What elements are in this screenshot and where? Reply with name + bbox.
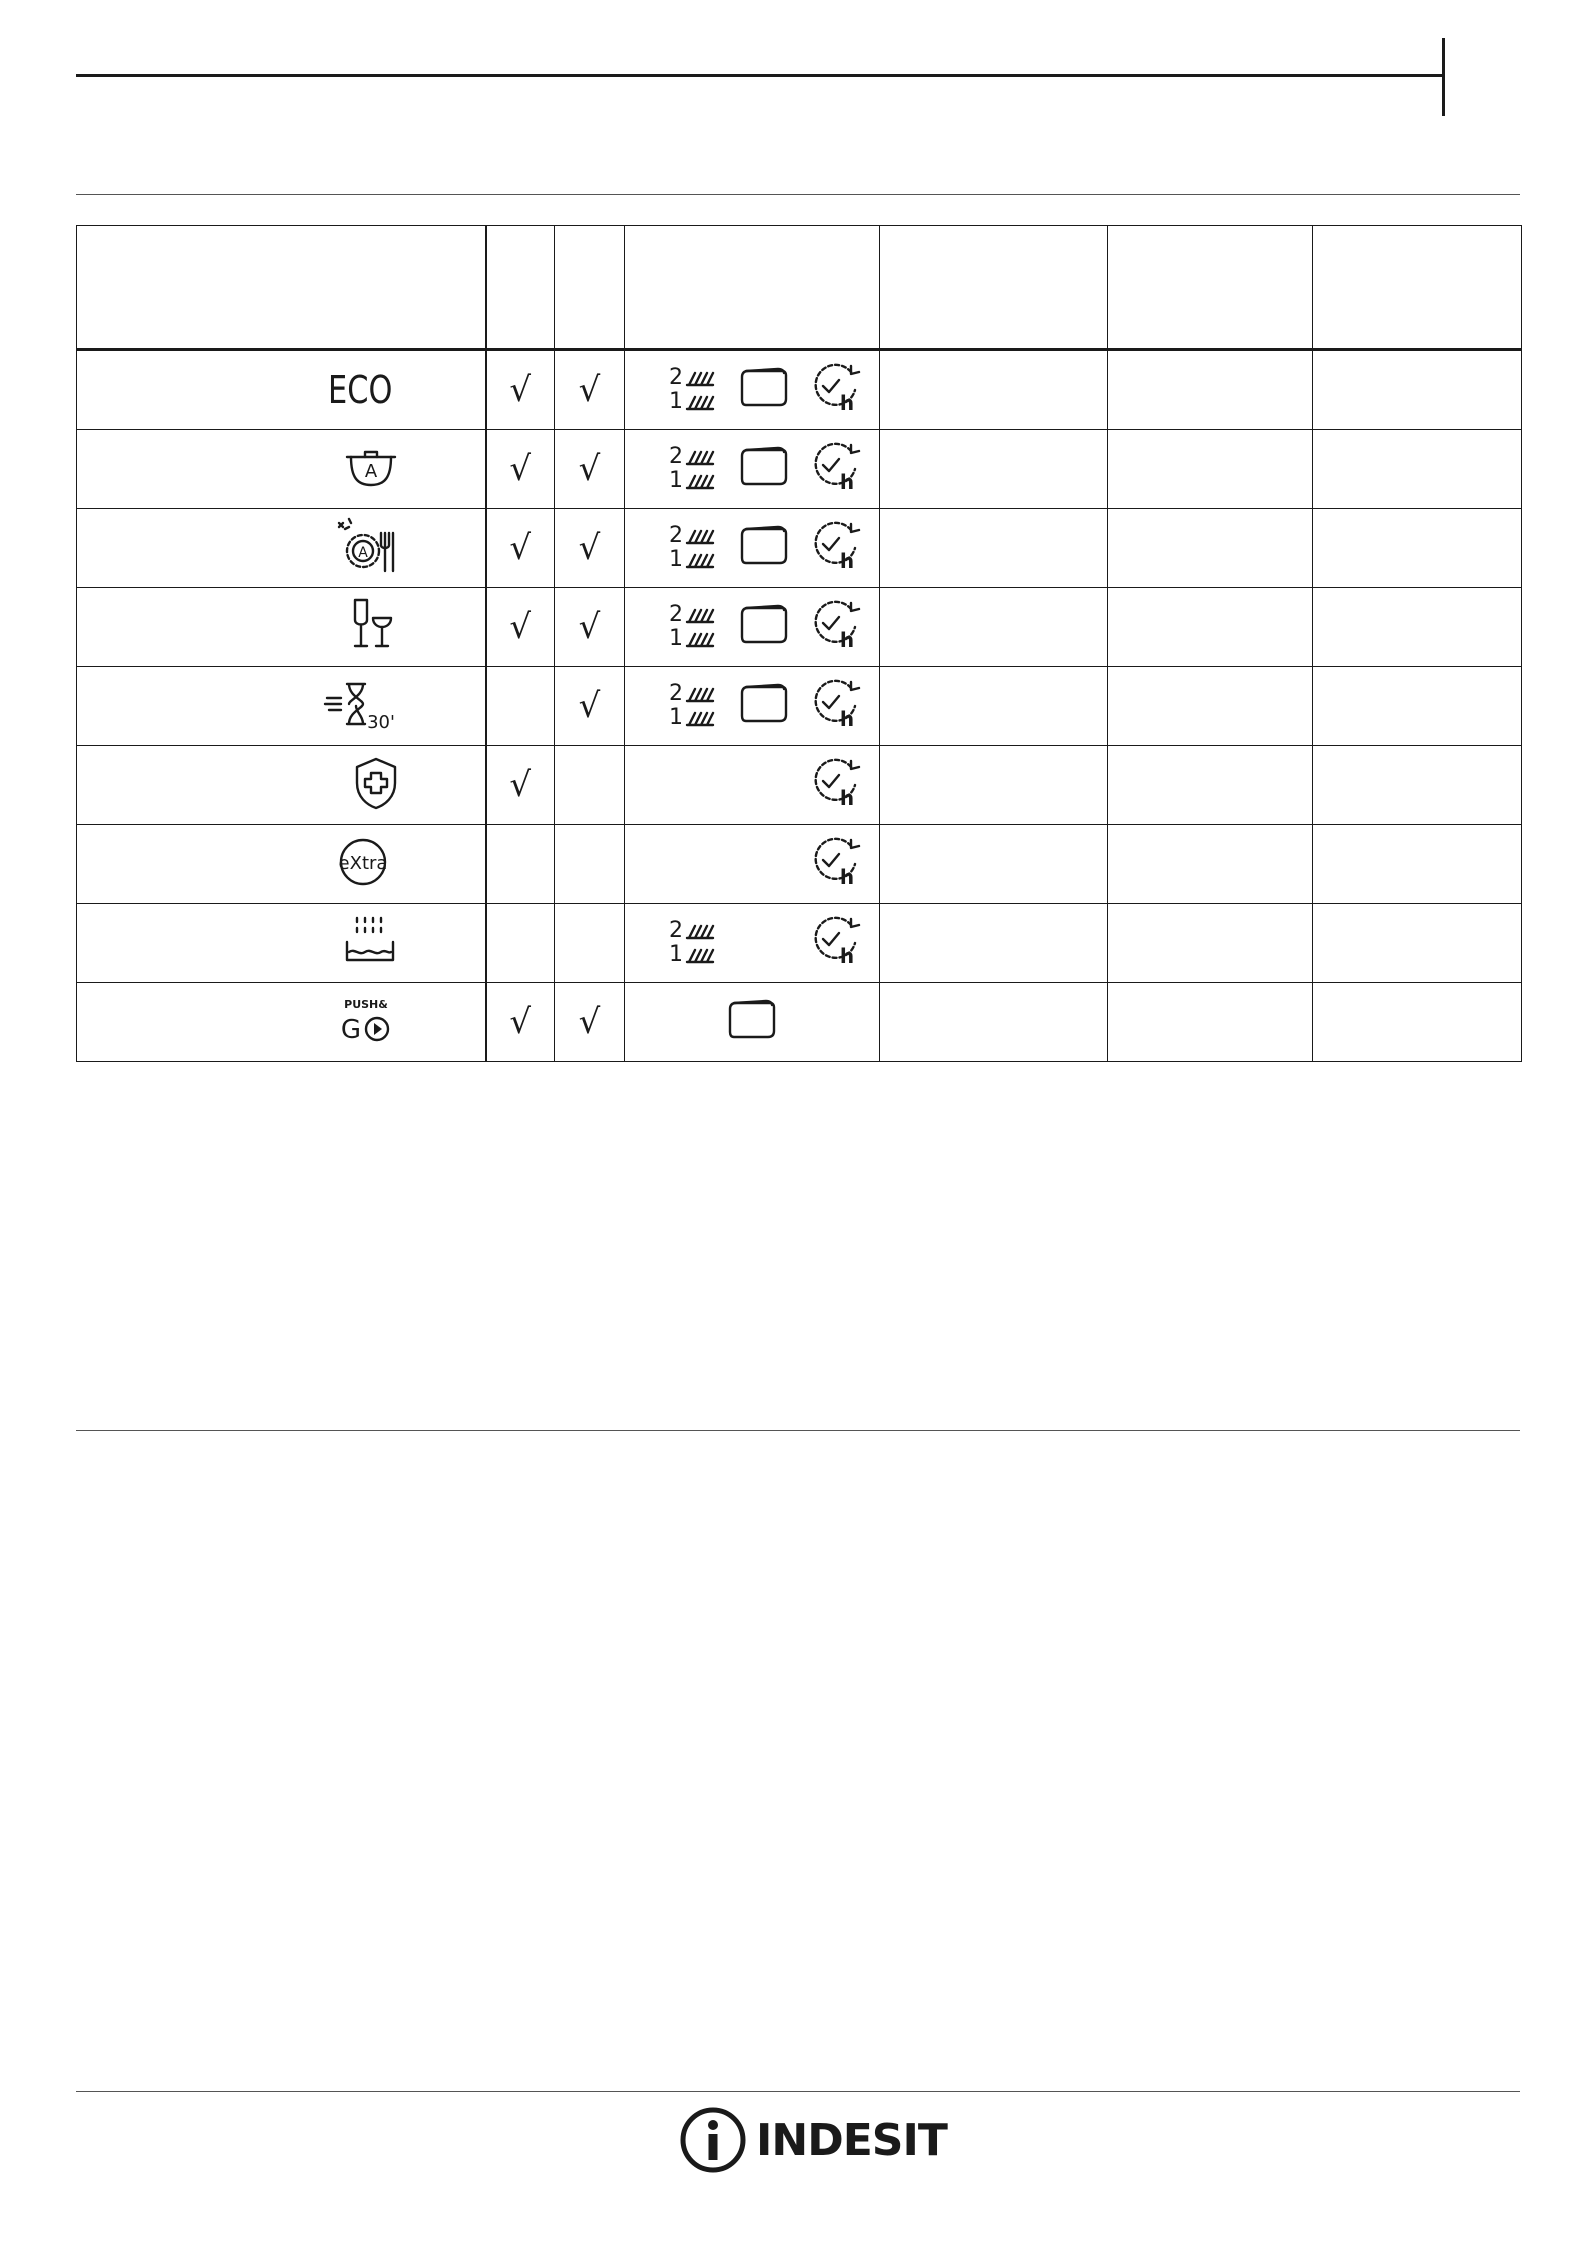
option-cell [486, 746, 555, 825]
table-row [77, 430, 1522, 509]
header-cell [1313, 226, 1522, 350]
empty-cell [880, 904, 1108, 983]
empty-cell [1108, 588, 1313, 667]
glasses-icon [347, 596, 401, 659]
options-icons-cell [625, 983, 880, 1062]
half-load-racks-icon: 2 1 [669, 445, 715, 493]
delay-start-icon [807, 360, 865, 421]
option-cell [555, 904, 625, 983]
section-rule [76, 1430, 1520, 1431]
tablet-icon [738, 523, 790, 574]
section-rule [76, 194, 1520, 195]
empty-cell [1313, 983, 1522, 1062]
footer-rule [76, 2091, 1520, 2092]
option-cell [486, 825, 555, 904]
empty-cell [880, 509, 1108, 588]
check-mark: √ [578, 607, 601, 647]
option-cell [555, 667, 625, 746]
option-cell [555, 588, 625, 667]
table-row [77, 509, 1522, 588]
extra-icon [325, 836, 401, 893]
option-cell [486, 588, 555, 667]
option-cell [555, 509, 625, 588]
option-cell [555, 825, 625, 904]
empty-cell [1313, 667, 1522, 746]
option-cell [486, 430, 555, 509]
tablet-icon [738, 602, 790, 653]
program-cell [77, 350, 486, 430]
empty-cell [880, 588, 1108, 667]
header-cell [77, 226, 486, 350]
half-load-racks-icon: 2 1 [669, 366, 715, 414]
brand-name: INDESIT [756, 2114, 947, 2166]
table-row [77, 588, 1522, 667]
option-cell [486, 983, 555, 1062]
half-load-racks-icon: 2 1 [669, 682, 715, 730]
table-row [77, 904, 1522, 983]
top-rule [76, 74, 1444, 77]
delay-start-icon [807, 597, 865, 658]
program-cell [77, 904, 486, 983]
rinse-icon [339, 912, 401, 975]
delay-start-icon [807, 834, 865, 895]
check-mark: √ [509, 528, 532, 568]
half-load-racks-icon: 2 1 [669, 919, 715, 967]
empty-cell [880, 825, 1108, 904]
tablet-icon [738, 444, 790, 495]
auto-sparkle-cutlery-icon [331, 515, 401, 582]
program-cell [77, 430, 486, 509]
header-cell [486, 226, 555, 350]
empty-cell [1313, 509, 1522, 588]
empty-cell [880, 983, 1108, 1062]
options-icons-cell [625, 588, 880, 667]
empty-cell [880, 667, 1108, 746]
check-mark: √ [509, 449, 532, 489]
delay-start-icon [807, 676, 865, 737]
empty-cell [1313, 746, 1522, 825]
option-cell [555, 983, 625, 1062]
options-icons-cell [625, 904, 880, 983]
tablet-icon [738, 681, 790, 732]
quick-30-icon [321, 676, 401, 737]
empty-cell [1108, 825, 1313, 904]
check-mark: √ [578, 686, 601, 726]
half-load-racks-icon: 2 1 [669, 524, 715, 572]
check-mark: √ [509, 1002, 532, 1042]
program-cell [77, 746, 486, 825]
empty-cell [1108, 430, 1313, 509]
delay-start-icon [807, 518, 865, 579]
options-icons-cell [625, 350, 880, 430]
empty-cell [1313, 430, 1522, 509]
programs-table [76, 225, 1522, 1062]
header-cell [880, 226, 1108, 350]
table-row [77, 983, 1522, 1062]
header-cell [555, 226, 625, 350]
svg-text:G: G [340, 1014, 361, 1045]
svg-text:eXtra: eXtra [338, 852, 387, 874]
option-cell [486, 509, 555, 588]
indesit-i-icon [678, 2105, 748, 2175]
brand-logo [678, 2105, 947, 2175]
option-cell [486, 667, 555, 746]
check-mark: √ [509, 607, 532, 647]
empty-cell [1313, 904, 1522, 983]
table-row [77, 350, 1522, 430]
program-cell [77, 509, 486, 588]
svg-text:PUSH&: PUSH& [343, 997, 388, 1011]
program-cell [77, 588, 486, 667]
program-cell [77, 667, 486, 746]
option-cell [555, 430, 625, 509]
check-mark: √ [578, 528, 601, 568]
table-header-row [77, 226, 1522, 350]
empty-cell [1108, 509, 1313, 588]
empty-cell [1108, 350, 1313, 430]
svg-text:h: h [839, 785, 855, 810]
svg-text:A: A [357, 544, 368, 561]
header-cell [1108, 226, 1313, 350]
hygiene-shield-icon [351, 755, 401, 816]
svg-text:h: h [839, 469, 855, 494]
option-cell [486, 350, 555, 430]
header-cell [625, 226, 880, 350]
options-icons-cell [625, 667, 880, 746]
svg-text:h: h [839, 627, 855, 652]
svg-text:h: h [839, 864, 855, 889]
empty-cell [1108, 667, 1313, 746]
half-load-racks-icon: 2 1 [669, 603, 715, 651]
table-row [77, 667, 1522, 746]
options-icons-cell [625, 509, 880, 588]
table-row [77, 746, 1522, 825]
program-cell [77, 825, 486, 904]
svg-text:30': 30' [366, 711, 395, 732]
check-mark: √ [578, 1002, 601, 1042]
empty-cell [1108, 904, 1313, 983]
options-icons-cell [625, 746, 880, 825]
delay-start-icon [807, 439, 865, 500]
option-cell [486, 904, 555, 983]
check-mark: √ [578, 370, 601, 410]
delay-start-icon [807, 913, 865, 974]
empty-cell [1313, 588, 1522, 667]
push-go-icon [331, 992, 401, 1053]
delay-start-icon [807, 755, 865, 816]
empty-cell [880, 350, 1108, 430]
option-cell [555, 350, 625, 430]
eco-icon: ECO [328, 368, 393, 412]
empty-cell [1313, 350, 1522, 430]
check-mark: √ [509, 765, 532, 805]
program-cell [77, 983, 486, 1062]
check-mark: √ [509, 370, 532, 410]
empty-cell [880, 746, 1108, 825]
svg-text:h: h [839, 943, 855, 968]
auto-pot-icon [341, 441, 401, 498]
tablet-icon [738, 365, 790, 416]
check-mark: √ [578, 449, 601, 489]
empty-cell [1313, 825, 1522, 904]
option-cell [555, 746, 625, 825]
empty-cell [880, 430, 1108, 509]
svg-text:h: h [839, 706, 855, 731]
svg-text:h: h [839, 390, 855, 415]
svg-text:h: h [839, 548, 855, 573]
options-icons-cell [625, 825, 880, 904]
table-row [77, 825, 1522, 904]
top-tick [1442, 38, 1445, 116]
empty-cell [1108, 983, 1313, 1062]
options-icons-cell [625, 430, 880, 509]
tablet-icon [726, 997, 778, 1048]
svg-text:A: A [364, 460, 377, 482]
empty-cell [1108, 746, 1313, 825]
